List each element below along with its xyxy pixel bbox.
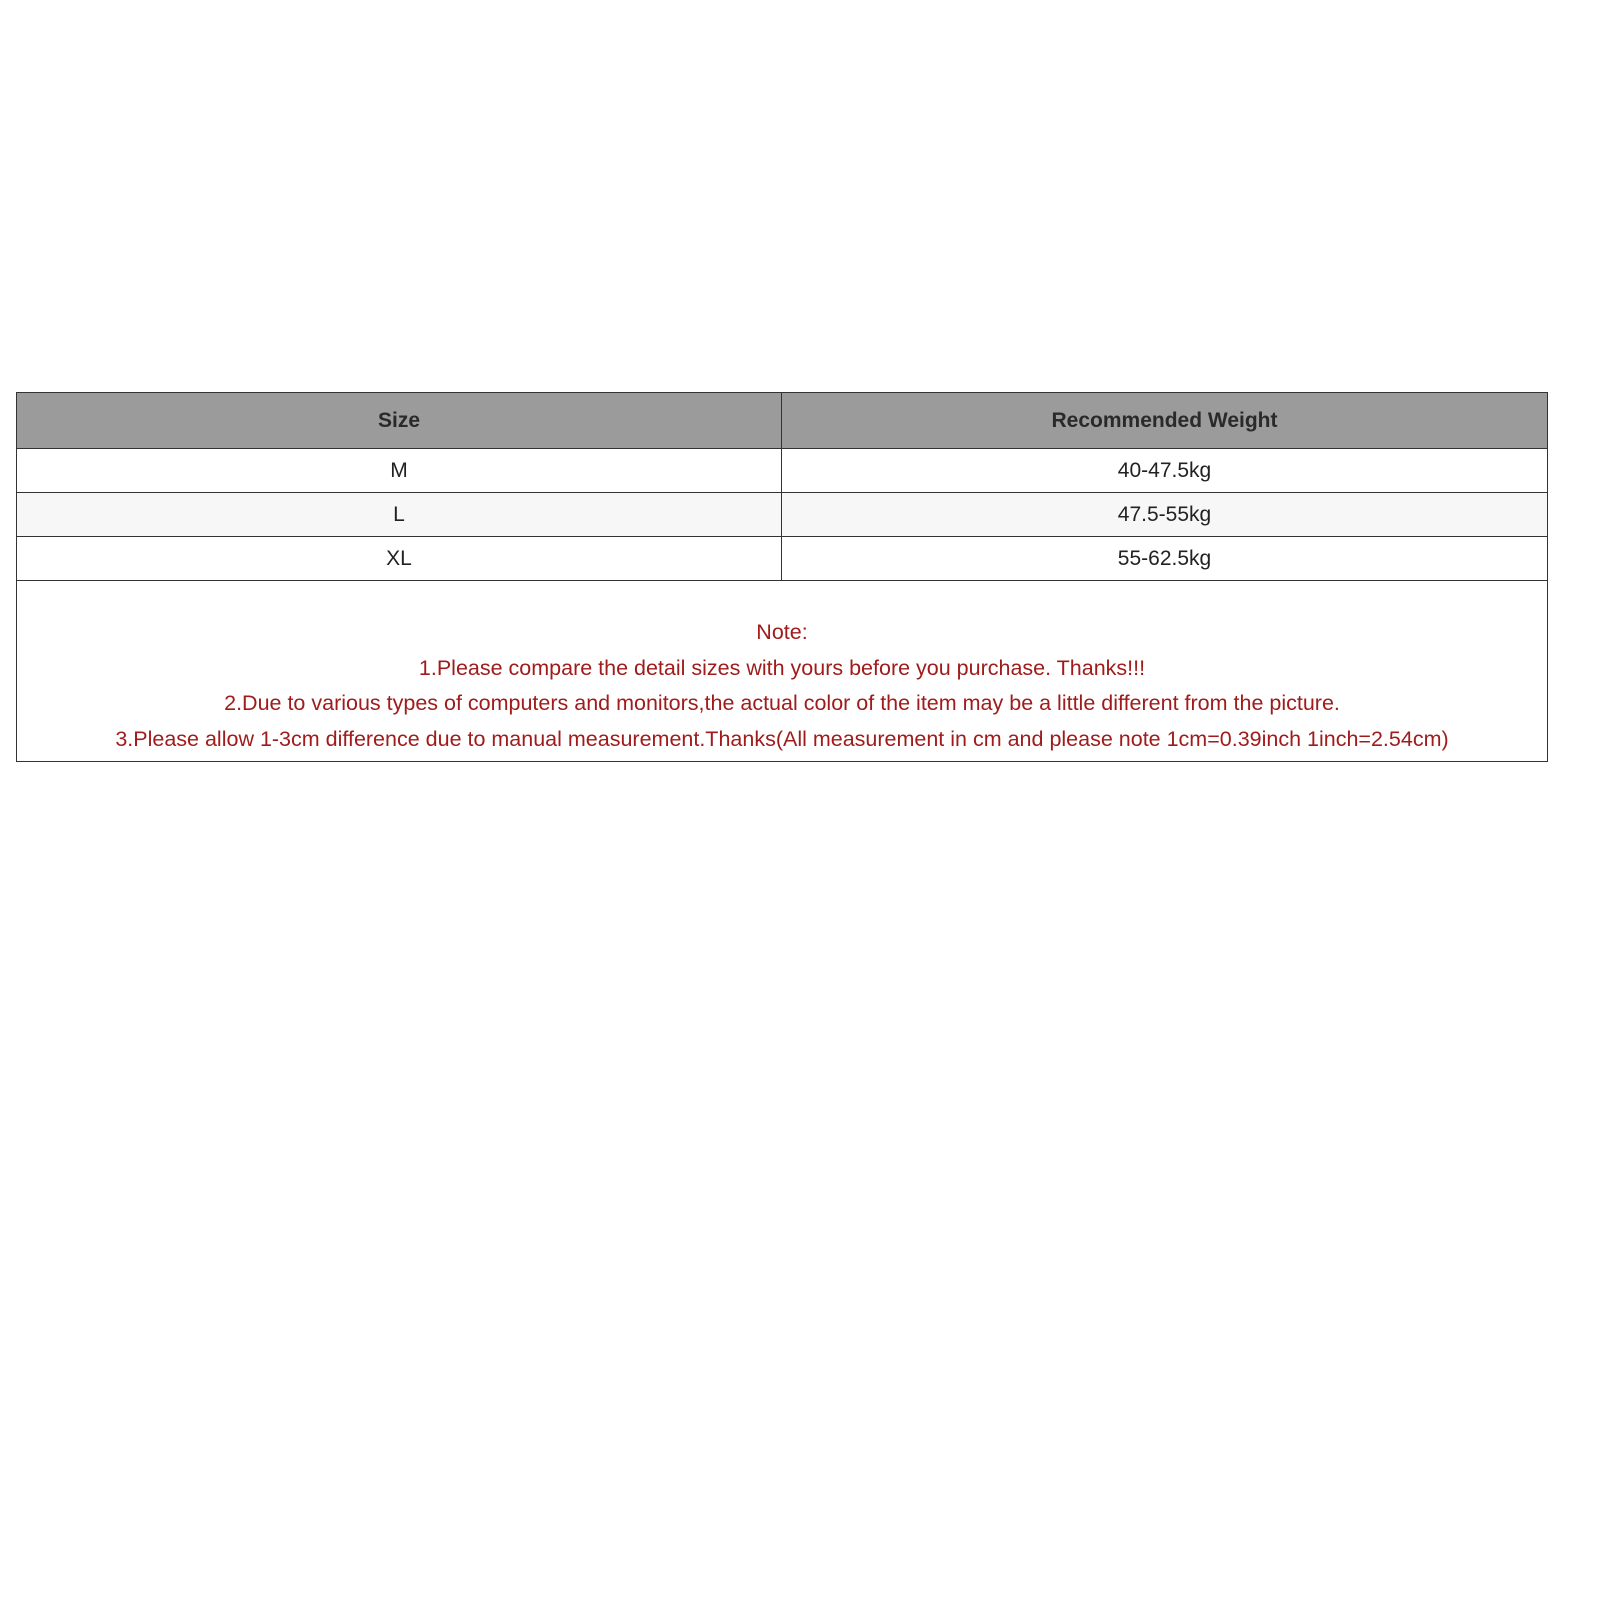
size-cell: M	[17, 449, 782, 493]
size-chart-table	[16, 392, 1548, 762]
notes-row	[17, 581, 1548, 762]
notes-title: Note:	[756, 620, 808, 644]
table-row	[17, 449, 1548, 493]
notes-cell	[17, 581, 1548, 762]
note-line-1: 1.Please compare the detail sizes with yours before you purchase. Thanks!!!	[418, 655, 1146, 680]
note-line-3: 3.Please allow 1-3cm difference due to manual measurement.Thanks(All measurement in cm and please note 1cm=0.39inch 1inch=2.54cm)	[115, 726, 1449, 751]
weight-cell: 40-47.5kg	[782, 449, 1548, 493]
table-header-row	[17, 393, 1548, 449]
table-row	[17, 537, 1548, 581]
header-recommended-weight: Recommended Weight	[782, 393, 1548, 449]
table-row	[17, 493, 1548, 537]
weight-cell: 55-62.5kg	[782, 537, 1548, 581]
size-cell: L	[17, 493, 782, 537]
header-size: Size	[17, 393, 782, 449]
note-line-2: 2.Due to various types of computers and monitors,the actual color of the item may be a little different from the picture.	[224, 691, 1340, 715]
size-cell: XL	[17, 537, 782, 581]
weight-cell: 47.5-55kg	[782, 493, 1548, 537]
